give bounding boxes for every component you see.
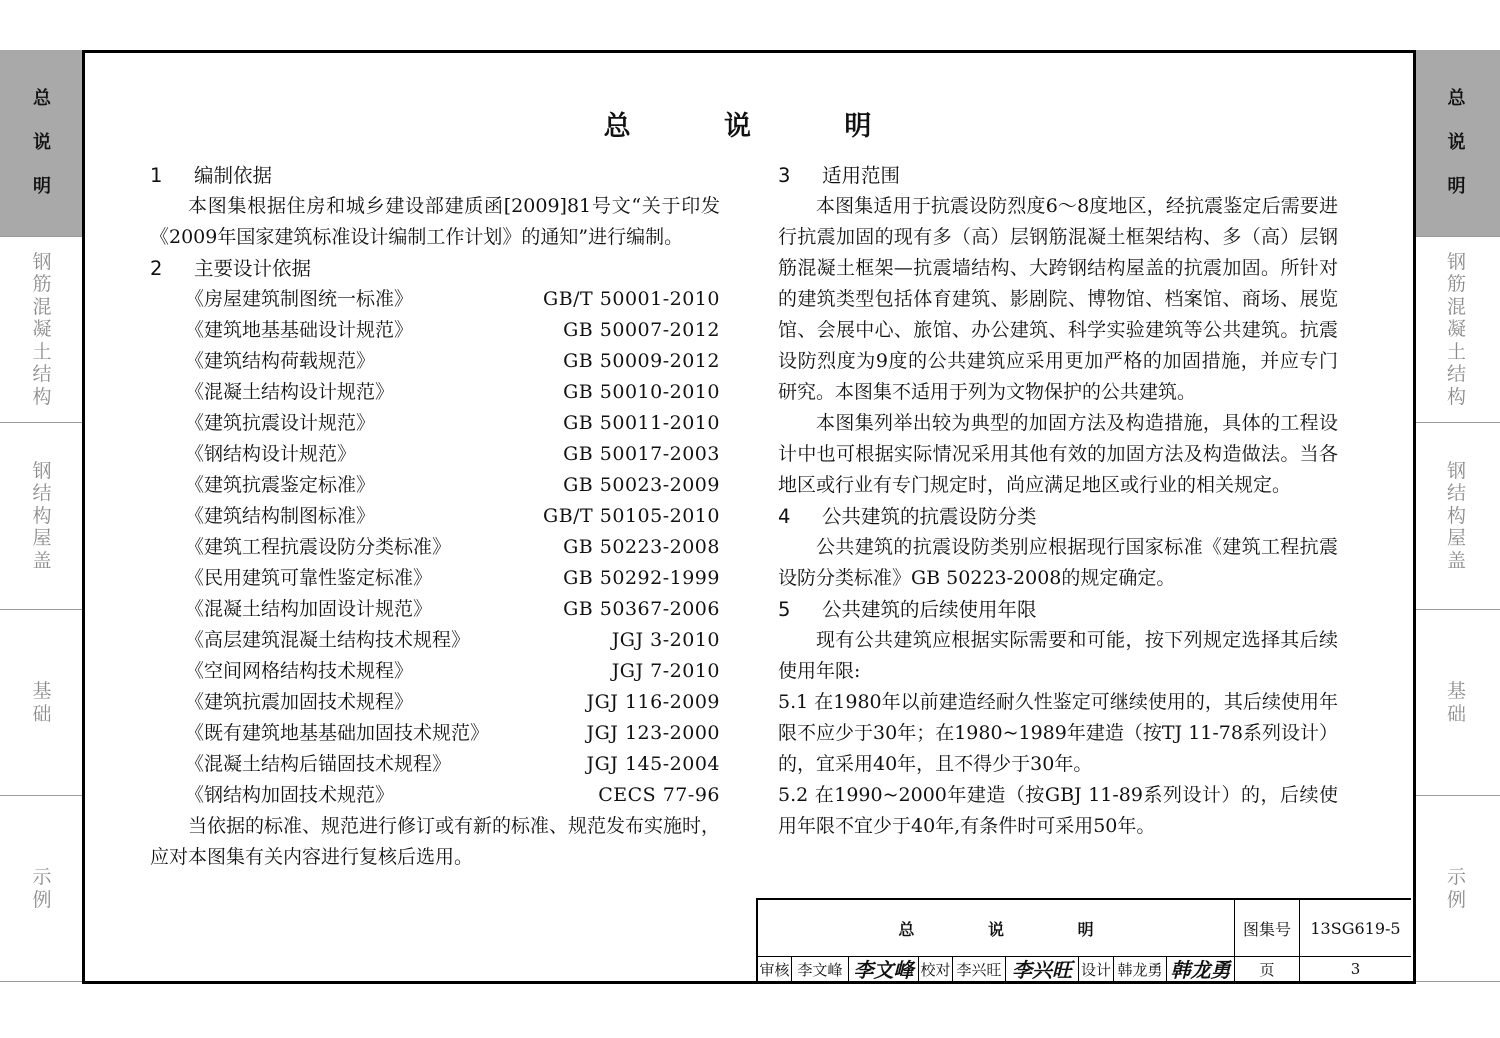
standard-row (150, 284, 720, 315)
side-tab-char: 构 (32, 504, 52, 527)
section-title: 主要设计依据 (194, 257, 312, 280)
check-label: 校对 (920, 960, 951, 979)
standard-row (150, 749, 720, 780)
side-tab-char: 构 (1446, 504, 1466, 527)
standard-name: 《混凝土结构加固设计规范》 (185, 598, 433, 620)
title-block-title: 总 说 明 (898, 919, 1128, 939)
section-5-heading (778, 594, 1338, 625)
side-tab-char: 凝 (1446, 318, 1466, 341)
standard-name: 《建筑结构荷载规范》 (185, 350, 376, 372)
standard-name: 《房屋建筑制图统一标准》 (185, 288, 414, 310)
standard-name: 《建筑抗震鉴定标准》 (185, 474, 376, 496)
side-tab-char: 构 (1446, 385, 1466, 408)
right-column (778, 160, 1338, 842)
side-tab-char: 结 (1446, 482, 1466, 505)
side-tab-char: 盖 (32, 549, 52, 572)
side-tab-char: 结 (1446, 363, 1466, 386)
standard-row (150, 408, 720, 439)
section-1-text: 本图集根据住房和城乡建设部建质函[2009]81号文“关于印发《2009年国家建筑标准设计编制工作计划》的通知”进行编制。 (150, 195, 720, 248)
standard-row (150, 377, 720, 408)
section-5-2: 5.2 在1990~2000年建造（按GBJ 11-89系列设计）的，后续使用年限不宜少于40年,有条件时可采用50年。 (778, 784, 1338, 837)
standard-row (150, 563, 720, 594)
standard-code: GB 50367-2006 (563, 598, 720, 620)
design-label: 设计 (1080, 960, 1111, 979)
section-title: 编制依据 (194, 164, 273, 187)
side-tab-char: 说 (1447, 132, 1466, 153)
standard-code: GB 50017-2003 (563, 443, 720, 465)
standard-row (150, 532, 720, 563)
checker-signature: 李兴旺 (1012, 957, 1072, 982)
section-5-1: 5.1 在1980年以前建造经耐久性鉴定可继续使用的，其后续使用年限不应少于30年；在1980~1989年建造（按TJ 11-78系列设计）的，宜采用40年，且不得少于30年。 (778, 691, 1338, 775)
standard-name: 《建筑工程抗震设防分类标准》 (185, 536, 452, 558)
standard-code: GB 50011-2010 (563, 412, 720, 434)
side-tab-4[interactable] (0, 610, 84, 796)
standard-code: GB 50010-2010 (563, 381, 720, 403)
side-tab-3[interactable] (0, 423, 84, 610)
side-tab-char: 础 (1446, 702, 1466, 725)
side-tab-1[interactable] (1413, 50, 1500, 237)
side-tab-char: 土 (32, 340, 52, 363)
standard-code: CECS 77-96 (598, 784, 720, 806)
standard-code: GB 50223-2008 (563, 536, 720, 558)
section-title: 公共建筑的抗震设防分类 (822, 505, 1037, 528)
review-label: 审核 (759, 960, 790, 979)
atlas-number: 13SG619-5 (1310, 918, 1401, 938)
atlas-number-label: 图集号 (1242, 919, 1291, 939)
side-tab-char: 示 (32, 866, 52, 888)
standard-name: 《空间网格结构技术规程》 (185, 660, 414, 682)
section-number: 5 (778, 598, 791, 621)
standard-row (150, 315, 720, 346)
standard-code: JGJ 7-2010 (611, 660, 720, 682)
standard-name: 《高层建筑混凝土结构技术规程》 (185, 629, 471, 651)
side-tab-char: 础 (32, 702, 52, 725)
side-tab-char: 基 (1446, 680, 1466, 702)
standard-code: GB/T 50105-2010 (543, 505, 720, 527)
standard-code: GB 50023-2009 (563, 474, 720, 496)
section-3-heading (778, 160, 1338, 191)
side-tab-4[interactable] (1413, 610, 1500, 796)
reviewer-name: 李文峰 (797, 960, 843, 979)
standard-row (150, 439, 720, 470)
page-label: 页 (1259, 960, 1275, 979)
standard-code: JGJ 145-2004 (586, 753, 720, 775)
side-tab-char: 钢 (32, 250, 52, 273)
section-title: 适用范围 (822, 164, 901, 187)
side-tab-char: 屋 (32, 527, 52, 550)
side-tab-char: 例 (32, 888, 52, 911)
section-1-heading (150, 160, 720, 191)
standard-code: GB 50292-1999 (563, 567, 720, 589)
section-3-paragraph-1: 本图集适用于抗震设防烈度6～8度地区，经抗震鉴定后需要进行抗震加固的现有多（高）层钢筋混凝土框架结构、多（高）层钢筋混凝土框架—抗震墙结构、大跨钢结构屋盖的抗震加固。所针对的建筑类型包括体育建筑、影剧院、博物馆、档案馆、商场、展览馆、会展中心、旅馆、办公建筑、科学实验建筑等公共建筑。抗震设防烈度为9度的公共建筑应采用更加严格的加固措施，并应专门研究。本图集不适用于列为文物保护的公共建筑。 (778, 195, 1338, 403)
section-4-paragraph: 公共建筑的抗震设防类别应根据现行国家标准《建筑工程抗震设防分类标准》GB 50223-2008的规定确定。 (778, 536, 1338, 589)
section-number: 4 (778, 505, 791, 528)
standard-name: 《民用建筑可靠性鉴定标准》 (185, 567, 433, 589)
side-tab-5[interactable] (0, 796, 84, 982)
standard-row (150, 780, 720, 811)
page-number: 3 (1350, 960, 1361, 978)
standard-name: 《混凝土结构后锚固技术规程》 (185, 753, 452, 775)
side-tab-char: 明 (1447, 176, 1466, 197)
section-title: 公共建筑的后续使用年限 (822, 598, 1037, 621)
side-tab-char: 屋 (1446, 527, 1466, 550)
side-tab-char: 基 (32, 680, 52, 702)
standard-name: 《钢结构设计规范》 (185, 443, 357, 465)
section-2-note: 当依据的标准、规范进行修订或有新的标准、规范发布实施时，应对本图集有关内容进行复核后选用。 (150, 815, 721, 868)
side-tab-char: 土 (1446, 340, 1466, 363)
standard-row (150, 718, 720, 749)
side-tab-char: 筋 (32, 273, 52, 296)
section-4-heading (778, 501, 1338, 532)
side-tab-char: 明 (33, 176, 51, 197)
title-block (756, 898, 1411, 981)
side-tab-char: 总 (1447, 88, 1466, 109)
standards-list (150, 284, 720, 811)
section-3-paragraph-2: 本图集列举出较为典型的加固方法及构造措施，具体的工程设计中也可根据实际情况采用其他有效的加固方法及构造做法。当各地区或行业有专门规定时，尚应满足地区或行业的相关规定。 (778, 412, 1338, 496)
standard-code: GB 50007-2012 (563, 319, 720, 341)
section-5-paragraph: 现有公共建筑应根据实际需要和可能，按下列规定选择其后续使用年限: (778, 629, 1338, 682)
standard-row (150, 687, 720, 718)
side-tab-char: 说 (33, 132, 51, 153)
side-tab-char: 混 (32, 295, 52, 318)
designer-signature: 韩龙勇 (1170, 957, 1231, 982)
checker-name: 李兴旺 (956, 960, 1002, 979)
side-tab-2[interactable] (1413, 237, 1500, 423)
standard-code: JGJ 3-2010 (611, 629, 720, 651)
section-number: 1 (150, 164, 163, 187)
side-tab-char: 构 (32, 385, 52, 408)
side-tab-5[interactable] (1413, 796, 1500, 982)
standard-name: 《既有建筑地基基础加固技术规范》 (185, 722, 490, 744)
standard-code: JGJ 123-2000 (586, 722, 720, 744)
section-number: 2 (150, 257, 163, 280)
side-tab-char: 示 (1446, 866, 1466, 888)
reviewer-signature: 李文峰 (853, 957, 914, 982)
designer-name: 韩龙勇 (1117, 960, 1163, 979)
standard-row (150, 346, 720, 377)
side-tab-char: 凝 (32, 318, 52, 341)
side-tab-char: 结 (32, 363, 52, 386)
section-number: 3 (778, 164, 791, 187)
side-tab-char: 钢 (1446, 250, 1466, 273)
side-tab-char: 总 (33, 88, 51, 109)
standard-name: 《建筑抗震设计规范》 (185, 412, 376, 434)
page-title: 总 说 明 (603, 111, 914, 142)
standard-name: 《钢结构加固技术规范》 (185, 784, 395, 806)
standard-name: 《建筑结构制图标准》 (185, 505, 376, 527)
standard-row (150, 594, 720, 625)
side-tab-2[interactable] (0, 237, 84, 423)
standard-row (150, 625, 720, 656)
standard-name: 《建筑地基基础设计规范》 (185, 319, 414, 341)
side-tab-char: 例 (1446, 888, 1466, 911)
side-tab-char: 混 (1446, 295, 1466, 318)
standard-name: 《建筑抗震加固技术规程》 (185, 691, 414, 713)
standard-row (150, 470, 720, 501)
standard-row (150, 656, 720, 687)
side-tab-char: 盖 (1446, 549, 1466, 572)
standard-code: GB/T 50001-2010 (543, 288, 720, 310)
standard-code: GB 50009-2012 (563, 350, 720, 372)
standard-name: 《混凝土结构设计规范》 (185, 381, 395, 403)
side-tab-1[interactable] (0, 50, 84, 237)
left-column (150, 160, 720, 873)
side-tab-char: 钢 (32, 459, 52, 482)
side-tab-char: 筋 (1446, 273, 1466, 296)
side-tab-char: 结 (32, 482, 52, 505)
standard-row (150, 501, 720, 532)
section-2-heading (150, 253, 720, 284)
standard-code: JGJ 116-2009 (586, 691, 720, 713)
side-tab-3[interactable] (1413, 423, 1500, 610)
side-tab-char: 钢 (1446, 459, 1466, 482)
